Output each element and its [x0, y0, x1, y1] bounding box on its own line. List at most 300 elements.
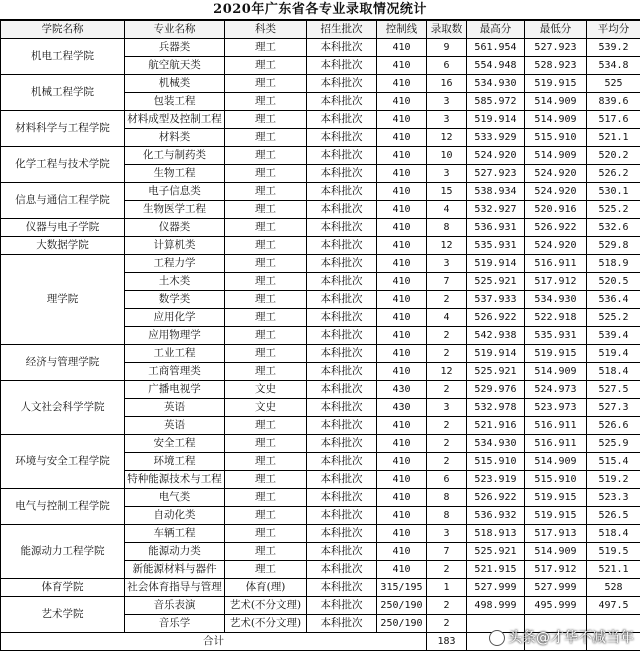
major-cell: 英语: [125, 399, 225, 417]
admitted-count-cell: 1: [427, 579, 467, 597]
category-cell: 理工: [225, 237, 307, 255]
college-cell: 电气与控制工程学院: [1, 489, 125, 525]
admitted-count-cell: 16: [427, 75, 467, 93]
category-cell: 理工: [225, 129, 307, 147]
avg-score-cell: 526.2: [587, 165, 640, 183]
avg-score-cell: 532.6: [587, 219, 640, 237]
header-cell: 学院名称: [1, 21, 125, 39]
max-score-cell: 527.923: [467, 165, 525, 183]
min-score-cell: 515.910: [525, 471, 587, 489]
college-cell: 仪器与电子学院: [1, 219, 125, 237]
min-score-cell: 520.916: [525, 201, 587, 219]
max-score-cell: 523.919: [467, 471, 525, 489]
header-cell: 录取数: [427, 21, 467, 39]
control-line-cell: 410: [377, 363, 427, 381]
control-line-cell: 410: [377, 129, 427, 147]
major-cell: 电子信息类: [125, 183, 225, 201]
admitted-count-cell: 8: [427, 507, 467, 525]
max-score-cell: 535.931: [467, 237, 525, 255]
min-score-cell: 514.909: [525, 453, 587, 471]
avg-score-cell: 515.4: [587, 453, 640, 471]
category-cell: 理工: [225, 201, 307, 219]
category-cell: 理工: [225, 489, 307, 507]
control-line-cell: 410: [377, 75, 427, 93]
min-score-cell: 514.909: [525, 147, 587, 165]
total-label: 合计: [1, 633, 427, 651]
avg-score-cell: 525.2: [587, 309, 640, 327]
avg-score-cell: 497.5: [587, 597, 640, 615]
avg-score-cell: 528: [587, 579, 640, 597]
category-cell: 理工: [225, 291, 307, 309]
max-score-cell: 561.954: [467, 39, 525, 57]
college-cell: 机械工程学院: [1, 75, 125, 111]
category-cell: 理工: [225, 165, 307, 183]
batch-cell: 本科批次: [307, 237, 377, 255]
admitted-count-cell: 8: [427, 219, 467, 237]
major-cell: 社会体育指导与管理: [125, 579, 225, 597]
batch-cell: 本科批次: [307, 417, 377, 435]
category-cell: 理工: [225, 111, 307, 129]
table-row: [1, 183, 640, 201]
major-cell: 应用化学: [125, 309, 225, 327]
control-line-cell: 410: [377, 327, 427, 345]
major-cell: 安全工程: [125, 435, 225, 453]
max-score-cell: 498.999: [467, 597, 525, 615]
table-body: [1, 21, 640, 651]
college-cell: 环境与安全工程学院: [1, 435, 125, 489]
college-cell: 化学工程与技术学院: [1, 147, 125, 183]
admitted-count-cell: 2: [427, 435, 467, 453]
major-cell: 环境工程: [125, 453, 225, 471]
batch-cell: 本科批次: [307, 147, 377, 165]
admitted-count-cell: 7: [427, 273, 467, 291]
major-cell: 英语: [125, 417, 225, 435]
major-cell: 仪器类: [125, 219, 225, 237]
min-score-cell: 519.915: [525, 75, 587, 93]
major-cell: 计算机类: [125, 237, 225, 255]
control-line-cell: 410: [377, 219, 427, 237]
avg-score-cell: 527.5: [587, 381, 640, 399]
control-line-cell: 410: [377, 165, 427, 183]
table-row: [1, 345, 640, 363]
major-cell: 材料成型及控制工程: [125, 111, 225, 129]
avg-score-cell: 518.9: [587, 255, 640, 273]
sheet-title: 2020年广东省各专业录取情况统计: [0, 0, 640, 20]
admitted-count-cell: 15: [427, 183, 467, 201]
admitted-count-cell: 3: [427, 165, 467, 183]
min-score-cell: 528.923: [525, 57, 587, 75]
control-line-cell: 410: [377, 93, 427, 111]
batch-cell: 本科批次: [307, 345, 377, 363]
major-cell: 广播电视学: [125, 381, 225, 399]
category-cell: 理工: [225, 147, 307, 165]
batch-cell: 本科批次: [307, 363, 377, 381]
min-score-cell: 514.909: [525, 363, 587, 381]
min-score-cell: 527.999: [525, 579, 587, 597]
max-score-cell: 554.948: [467, 57, 525, 75]
category-cell: 理工: [225, 525, 307, 543]
category-cell: 艺术(不分文理): [225, 615, 307, 633]
header-cell: 专业名称: [125, 21, 225, 39]
control-line-cell: 410: [377, 201, 427, 219]
college-cell: 体育学院: [1, 579, 125, 597]
major-cell: 生物工程: [125, 165, 225, 183]
control-line-cell: 410: [377, 561, 427, 579]
control-line-cell: 410: [377, 345, 427, 363]
category-cell: 理工: [225, 93, 307, 111]
major-cell: 新能源材料与器件: [125, 561, 225, 579]
college-cell: 艺术学院: [1, 597, 125, 633]
admitted-count-cell: 10: [427, 147, 467, 165]
batch-cell: 本科批次: [307, 219, 377, 237]
table-row: [1, 237, 640, 255]
min-score-cell: 526.922: [525, 219, 587, 237]
major-cell: 化工与制药类: [125, 147, 225, 165]
category-cell: 理工: [225, 39, 307, 57]
max-score-cell: 534.930: [467, 75, 525, 93]
max-score-cell: 519.914: [467, 345, 525, 363]
avg-score-cell: 519.4: [587, 345, 640, 363]
admitted-count-cell: 3: [427, 525, 467, 543]
admitted-count-cell: 2: [427, 381, 467, 399]
min-score-cell: 515.910: [525, 129, 587, 147]
header-cell: 招生批次: [307, 21, 377, 39]
max-score-cell: 518.913: [467, 525, 525, 543]
max-score-cell: 585.972: [467, 93, 525, 111]
max-score-cell: 532.978: [467, 399, 525, 417]
table-row: [1, 255, 640, 273]
control-line-cell: 250/190: [377, 615, 427, 633]
category-cell: 理工: [225, 471, 307, 489]
avg-score-cell: 519.2: [587, 471, 640, 489]
max-score-cell: 519.914: [467, 111, 525, 129]
category-cell: 理工: [225, 345, 307, 363]
max-score-cell: 525.921: [467, 273, 525, 291]
avg-score-cell: 523.3: [587, 489, 640, 507]
avg-score-cell: 521.1: [587, 129, 640, 147]
control-line-cell: 410: [377, 291, 427, 309]
category-cell: 艺术(不分文理): [225, 597, 307, 615]
control-line-cell: 410: [377, 309, 427, 327]
control-line-cell: 410: [377, 147, 427, 165]
avg-score-cell: 525.2: [587, 201, 640, 219]
batch-cell: 本科批次: [307, 597, 377, 615]
batch-cell: 本科批次: [307, 201, 377, 219]
avg-score-cell: 539.4: [587, 327, 640, 345]
max-score-cell: 537.933: [467, 291, 525, 309]
max-score-cell: 525.921: [467, 363, 525, 381]
avg-score-cell: 539.2: [587, 39, 640, 57]
admitted-count-cell: 2: [427, 615, 467, 633]
avg-score-cell: 517.6: [587, 111, 640, 129]
min-score-cell: 517.912: [525, 561, 587, 579]
admitted-count-cell: 12: [427, 129, 467, 147]
avg-score-cell: 518.4: [587, 525, 640, 543]
max-score-cell: 525.921: [467, 543, 525, 561]
admitted-count-cell: 6: [427, 57, 467, 75]
table-row: [1, 435, 640, 453]
batch-cell: 本科批次: [307, 93, 377, 111]
avg-score-cell: 536.4: [587, 291, 640, 309]
min-score-cell: 523.973: [525, 399, 587, 417]
batch-cell: 本科批次: [307, 579, 377, 597]
batch-cell: 本科批次: [307, 291, 377, 309]
major-cell: 应用物理学: [125, 327, 225, 345]
batch-cell: 本科批次: [307, 255, 377, 273]
category-cell: 理工: [225, 453, 307, 471]
batch-cell: 本科批次: [307, 615, 377, 633]
admitted-count-cell: 7: [427, 543, 467, 561]
avg-score-cell: 526.6: [587, 417, 640, 435]
control-line-cell: 315/195: [377, 579, 427, 597]
min-score-cell: 514.909: [525, 543, 587, 561]
batch-cell: 本科批次: [307, 165, 377, 183]
max-score-cell: 529.976: [467, 381, 525, 399]
major-cell: 工程力学: [125, 255, 225, 273]
max-score-cell: 533.929: [467, 129, 525, 147]
control-line-cell: 430: [377, 381, 427, 399]
min-score-cell: 522.918: [525, 309, 587, 327]
admission-table: [0, 20, 640, 651]
min-score-cell: 516.911: [525, 417, 587, 435]
control-line-cell: 410: [377, 453, 427, 471]
college-cell: 经济与管理学院: [1, 345, 125, 381]
min-score-cell: 519.915: [525, 507, 587, 525]
min-score-cell: 524.920: [525, 165, 587, 183]
control-line-cell: 410: [377, 111, 427, 129]
college-cell: 大数据学院: [1, 237, 125, 255]
college-cell: 能源动力工程学院: [1, 525, 125, 579]
table-row: [1, 489, 640, 507]
max-score-cell: 524.920: [467, 147, 525, 165]
category-cell: 文史: [225, 381, 307, 399]
batch-cell: 本科批次: [307, 525, 377, 543]
category-cell: 理工: [225, 543, 307, 561]
header-cell: 科类: [225, 21, 307, 39]
admitted-count-cell: 3: [427, 399, 467, 417]
table-row: [1, 597, 640, 615]
max-score-cell: 534.930: [467, 435, 525, 453]
major-cell: 工商管理类: [125, 363, 225, 381]
control-line-cell: 410: [377, 39, 427, 57]
major-cell: 自动化类: [125, 507, 225, 525]
max-score-cell: 536.931: [467, 219, 525, 237]
category-cell: 理工: [225, 255, 307, 273]
avg-score-cell: 518.4: [587, 363, 640, 381]
admitted-count-cell: 2: [427, 291, 467, 309]
category-cell: 理工: [225, 183, 307, 201]
admitted-count-cell: 12: [427, 363, 467, 381]
avg-score-cell: 520.5: [587, 273, 640, 291]
batch-cell: 本科批次: [307, 39, 377, 57]
control-line-cell: 410: [377, 471, 427, 489]
category-cell: 理工: [225, 219, 307, 237]
college-cell: 机电工程学院: [1, 39, 125, 75]
category-cell: 理工: [225, 273, 307, 291]
avg-score-cell: 527.3: [587, 399, 640, 417]
control-line-cell: 410: [377, 237, 427, 255]
admitted-count-cell: 3: [427, 255, 467, 273]
college-cell: 材料科学与工程学院: [1, 111, 125, 147]
avg-score-cell: 525.9: [587, 435, 640, 453]
max-score-cell: 542.938: [467, 327, 525, 345]
category-cell: 文史: [225, 399, 307, 417]
admitted-count-cell: 12: [427, 237, 467, 255]
min-score-cell: 535.931: [525, 327, 587, 345]
major-cell: 音乐表演: [125, 597, 225, 615]
min-score-cell: 516.911: [525, 435, 587, 453]
batch-cell: 本科批次: [307, 111, 377, 129]
avg-score-cell: 530.1: [587, 183, 640, 201]
min-score-cell: 517.912: [525, 273, 587, 291]
min-score-cell: 495.999: [525, 597, 587, 615]
major-cell: 工业工程: [125, 345, 225, 363]
category-cell: 理工: [225, 507, 307, 525]
min-score-cell: 534.930: [525, 291, 587, 309]
college-cell: 人文社会科学学院: [1, 381, 125, 435]
control-line-cell: 410: [377, 507, 427, 525]
max-score-cell: 515.910: [467, 453, 525, 471]
admitted-count-cell: 2: [427, 597, 467, 615]
avg-score-cell: 839.6: [587, 93, 640, 111]
max-score-cell: 519.914: [467, 255, 525, 273]
batch-cell: 本科批次: [307, 471, 377, 489]
avg-score-cell: 529.8: [587, 237, 640, 255]
category-cell: 理工: [225, 363, 307, 381]
college-cell: 信息与通信工程学院: [1, 183, 125, 219]
admitted-count-cell: 2: [427, 417, 467, 435]
category-cell: 理工: [225, 309, 307, 327]
min-score-cell: 514.909: [525, 111, 587, 129]
category-cell: 体育(理): [225, 579, 307, 597]
table-row: [1, 75, 640, 93]
min-score-cell: 527.923: [525, 39, 587, 57]
batch-cell: 本科批次: [307, 561, 377, 579]
category-cell: 理工: [225, 75, 307, 93]
min-score-cell: 524.920: [525, 183, 587, 201]
header-row: [1, 21, 640, 39]
max-score-cell: 532.927: [467, 201, 525, 219]
batch-cell: 本科批次: [307, 381, 377, 399]
control-line-cell: 410: [377, 525, 427, 543]
admitted-count-cell: 4: [427, 309, 467, 327]
table-row: [1, 579, 640, 597]
admitted-count-cell: 3: [427, 93, 467, 111]
avg-score-cell: 520.2: [587, 147, 640, 165]
control-line-cell: 250/190: [377, 597, 427, 615]
admitted-count-cell: 8: [427, 489, 467, 507]
control-line-cell: 410: [377, 543, 427, 561]
major-cell: 音乐学: [125, 615, 225, 633]
avg-score-cell: 521.1: [587, 561, 640, 579]
header-cell: 平均分: [587, 21, 640, 39]
category-cell: 理工: [225, 327, 307, 345]
header-cell: 最高分: [467, 21, 525, 39]
watermark-text: 头条@才华不减当年: [508, 630, 634, 646]
admitted-count-cell: 2: [427, 327, 467, 345]
batch-cell: 本科批次: [307, 507, 377, 525]
batch-cell: 本科批次: [307, 453, 377, 471]
admitted-count-cell: 2: [427, 345, 467, 363]
batch-cell: 本科批次: [307, 327, 377, 345]
major-cell: 特种能源技术与工程: [125, 471, 225, 489]
avg-score-cell: 526.5: [587, 507, 640, 525]
category-cell: 理工: [225, 435, 307, 453]
min-score-cell: 519.915: [525, 345, 587, 363]
batch-cell: 本科批次: [307, 399, 377, 417]
control-line-cell: 430: [377, 399, 427, 417]
major-cell: 数学类: [125, 291, 225, 309]
table-row: [1, 381, 640, 399]
admitted-count-cell: 9: [427, 39, 467, 57]
table-row: [1, 147, 640, 165]
max-score-cell: 538.934: [467, 183, 525, 201]
max-score-cell: 526.922: [467, 309, 525, 327]
avg-score-cell: 519.5: [587, 543, 640, 561]
batch-cell: 本科批次: [307, 129, 377, 147]
batch-cell: 本科批次: [307, 57, 377, 75]
batch-cell: 本科批次: [307, 309, 377, 327]
table-row: [1, 525, 640, 543]
max-score-cell: 536.932: [467, 507, 525, 525]
total-count: 183: [427, 633, 467, 651]
min-score-cell: 524.920: [525, 237, 587, 255]
min-score-cell: 524.973: [525, 381, 587, 399]
avg-score-cell: 525: [587, 75, 640, 93]
table-row: [1, 219, 640, 237]
batch-cell: 本科批次: [307, 183, 377, 201]
control-line-cell: 410: [377, 57, 427, 75]
avg-score-cell: 534.8: [587, 57, 640, 75]
watermark: [489, 627, 634, 647]
control-line-cell: 410: [377, 273, 427, 291]
admitted-count-cell: 4: [427, 201, 467, 219]
table-row: [1, 111, 640, 129]
header-cell: 最低分: [525, 21, 587, 39]
major-cell: 包装工程: [125, 93, 225, 111]
min-score-cell: 516.911: [525, 255, 587, 273]
control-line-cell: 410: [377, 417, 427, 435]
batch-cell: 本科批次: [307, 489, 377, 507]
table-row: [1, 39, 640, 57]
category-cell: 理工: [225, 57, 307, 75]
control-line-cell: 410: [377, 489, 427, 507]
control-line-cell: 410: [377, 183, 427, 201]
admitted-count-cell: 3: [427, 111, 467, 129]
max-score-cell: 527.999: [467, 579, 525, 597]
header-cell: 控制线: [377, 21, 427, 39]
min-score-cell: 514.909: [525, 93, 587, 111]
admitted-count-cell: 2: [427, 453, 467, 471]
major-cell: 兵器类: [125, 39, 225, 57]
batch-cell: 本科批次: [307, 273, 377, 291]
category-cell: 理工: [225, 561, 307, 579]
max-score-cell: 521.915: [467, 561, 525, 579]
min-score-cell: 517.913: [525, 525, 587, 543]
major-cell: 电气类: [125, 489, 225, 507]
min-score-cell: 519.915: [525, 489, 587, 507]
major-cell: 车辆工程: [125, 525, 225, 543]
major-cell: 航空航天类: [125, 57, 225, 75]
major-cell: 生物医学工程: [125, 201, 225, 219]
major-cell: 机械类: [125, 75, 225, 93]
admitted-count-cell: 6: [427, 471, 467, 489]
batch-cell: 本科批次: [307, 543, 377, 561]
major-cell: 能源动力类: [125, 543, 225, 561]
category-cell: 理工: [225, 417, 307, 435]
control-line-cell: 410: [377, 255, 427, 273]
admitted-count-cell: 2: [427, 561, 467, 579]
